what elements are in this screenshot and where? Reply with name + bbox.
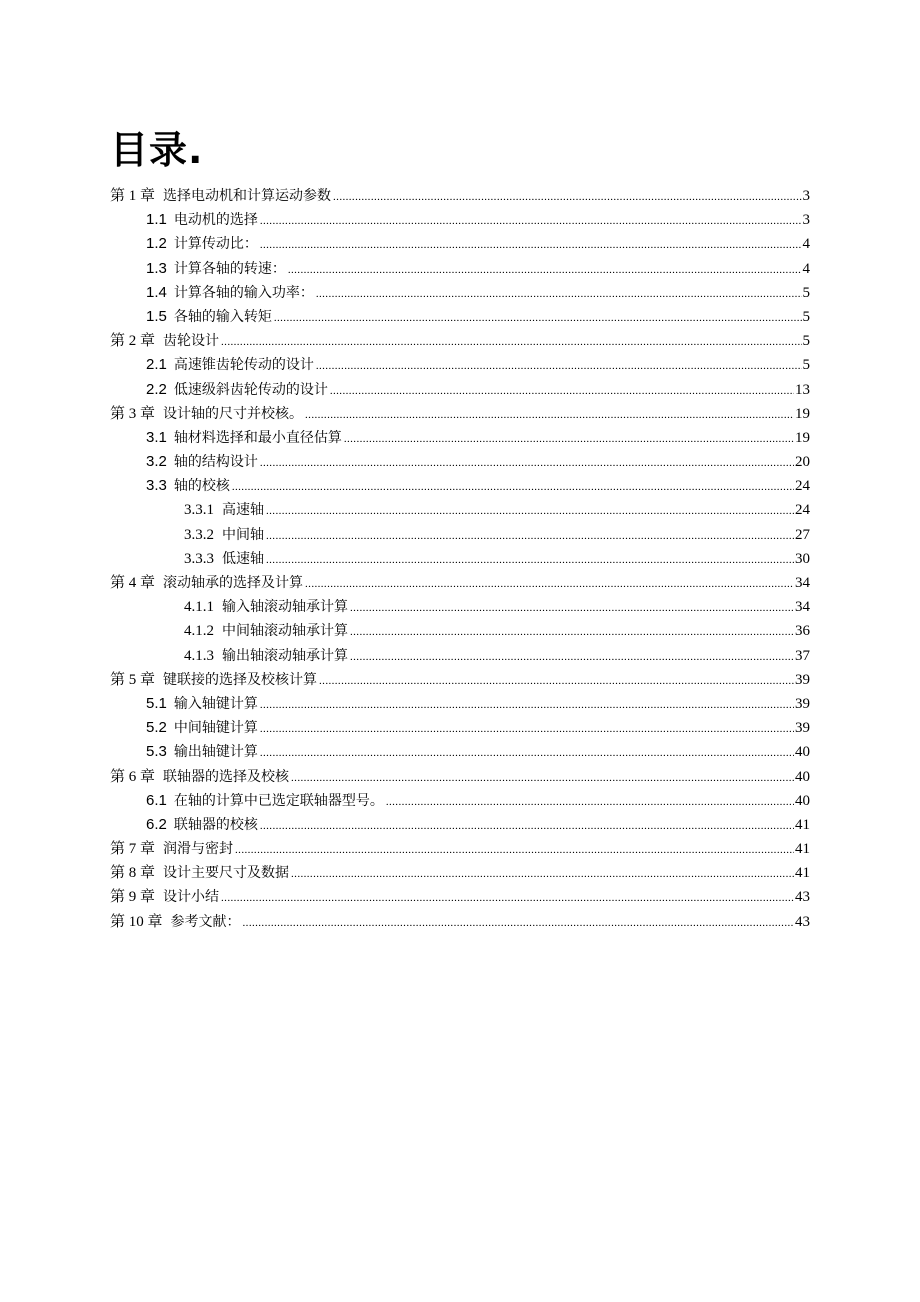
toc-entry[interactable]: [110, 789, 810, 813]
toc-entry-title: 输入轴滚动轴承计算: [222, 599, 348, 616]
toc-entry-page: 27: [795, 526, 810, 543]
toc-entry[interactable]: [110, 208, 810, 232]
toc-entry[interactable]: [110, 740, 810, 764]
toc-entry[interactable]: [110, 547, 810, 571]
toc-entry-title: 设计主要尺寸及数据: [163, 865, 290, 882]
toc-entry[interactable]: [110, 571, 810, 595]
toc-entry-page: 19: [795, 429, 810, 446]
toc-dot-leader: [319, 669, 794, 693]
toc-entry-number: 3.3.1: [184, 502, 214, 519]
toc-entry-title: 中间轴键计算: [173, 720, 258, 737]
toc-entry-number: 1.1: [146, 211, 167, 229]
toc-entry-page: 34: [795, 575, 810, 591]
toc-list: [110, 184, 810, 934]
toc-entry[interactable]: [110, 329, 810, 353]
toc-entry-number: 2.1: [146, 356, 167, 374]
toc-entry-page: 34: [795, 599, 810, 616]
toc-dot-leader: [235, 838, 794, 862]
toc-dot-leader: [288, 258, 802, 282]
toc-entry-number: 6.1: [146, 791, 167, 809]
toc-entry-page: 5: [802, 308, 810, 325]
toc-dot-leader: [260, 209, 802, 233]
toc-dot-leader: [260, 814, 794, 838]
toc-entry-title: 轴的结构设计: [173, 454, 258, 471]
toc-dot-leader: [330, 379, 794, 403]
toc-entry-title: 低速级斜齿轮传动的设计: [173, 381, 328, 398]
toc-entry[interactable]: [110, 257, 810, 281]
toc-entry-page: 5: [802, 284, 810, 301]
toc-entry[interactable]: [110, 644, 810, 668]
toc-entry-number: 第 2 章: [110, 333, 156, 350]
toc-entry-title: 电动机的选择: [173, 212, 258, 229]
toc-dot-leader: [260, 233, 802, 257]
toc-entry-page: 5: [802, 333, 810, 350]
toc-entry-title: 齿轮设计: [163, 333, 220, 350]
toc-entry-number: 1.2: [146, 235, 167, 253]
toc-entry-title: 润滑与密封: [163, 841, 234, 858]
toc-dot-leader: [260, 741, 794, 765]
toc-dot-leader: [260, 717, 794, 741]
toc-entry-page: 41: [795, 865, 810, 882]
toc-entry-page: 24: [795, 478, 810, 495]
toc-entry-number: 第 8 章: [110, 865, 156, 882]
toc-entry-number: 5.2: [146, 719, 167, 737]
toc-entry-page: 13: [795, 381, 810, 398]
toc-entry-number: 第 4 章: [110, 575, 156, 591]
toc-entry[interactable]: [110, 692, 810, 716]
toc-dot-leader: [350, 620, 794, 644]
toc-entry-number: 第 3 章: [110, 405, 156, 422]
toc-entry[interactable]: [110, 426, 810, 450]
toc-dot-leader: [291, 862, 794, 886]
toc-dot-leader: [305, 572, 794, 596]
toc-entry-number: 5.1: [146, 694, 167, 712]
toc-entry-page: 39: [795, 671, 810, 688]
toc-entry-page: 4: [802, 260, 810, 277]
toc-entry-page: 19: [795, 405, 810, 422]
toc-entry-number: 3.3.2: [184, 526, 214, 543]
toc-entry-title: 中间轴滚动轴承计算: [222, 623, 348, 640]
toc-entry-title: 计算各轴的输入功率：: [173, 284, 314, 301]
toc-title: 目录.: [110, 128, 204, 172]
toc-entry-page: 39: [795, 720, 810, 737]
toc-entry[interactable]: [110, 184, 810, 208]
toc-entry-number: 1.3: [146, 259, 167, 277]
toc-entry[interactable]: [110, 305, 810, 329]
toc-entry-number: 3.3.3: [184, 550, 214, 567]
toc-entry-number: 3.3: [146, 477, 167, 495]
toc-entry[interactable]: [110, 765, 810, 789]
toc-dot-leader: [350, 645, 794, 669]
toc-entry[interactable]: [110, 281, 810, 305]
toc-dot-leader: [316, 282, 802, 306]
toc-entry[interactable]: [110, 619, 810, 643]
toc-entry-number: 第 10 章: [110, 913, 163, 930]
toc-entry-number: 第 5 章: [110, 671, 156, 688]
toc-entry-page: 30: [795, 550, 810, 567]
toc-entry-title: 低速轴: [222, 550, 264, 567]
toc-entry-number: 6.2: [146, 815, 167, 833]
toc-entry[interactable]: [110, 716, 810, 740]
toc-dot-leader: [350, 596, 794, 620]
toc-entry-title: 高速轴: [222, 502, 264, 519]
toc-entry-number: 5.3: [146, 743, 167, 761]
toc-entry-title: 在轴的计算中已选定联轴器型号。: [173, 792, 384, 809]
toc-entry[interactable]: [110, 523, 810, 547]
toc-entry-number: 2.2: [146, 380, 167, 398]
toc-dot-leader: [305, 403, 794, 427]
toc-dot-leader: [221, 886, 794, 910]
toc-dot-leader: [386, 790, 794, 814]
toc-dot-leader: [221, 330, 801, 354]
toc-entry-page: 40: [795, 792, 810, 809]
toc-dot-leader: [266, 499, 794, 523]
toc-entry-title: 设计小结: [163, 889, 220, 906]
toc-entry-page: 41: [795, 816, 810, 833]
toc-entry-title: 参考文献：: [170, 913, 241, 930]
toc-entry[interactable]: [110, 498, 810, 522]
toc-entry[interactable]: [110, 861, 810, 885]
toc-dot-leader: [243, 911, 794, 935]
toc-entry[interactable]: [110, 353, 810, 377]
toc-entry-number: 1.4: [146, 283, 167, 301]
toc-entry[interactable]: [110, 595, 810, 619]
toc-entry[interactable]: [110, 910, 810, 934]
toc-entry-page: 43: [795, 913, 810, 930]
toc-entry-page: 20: [795, 454, 810, 471]
toc-entry-number: 3.2: [146, 453, 167, 471]
toc-entry-title: 滚动轴承的选择及计算: [163, 575, 304, 591]
toc-dot-leader: [344, 427, 794, 451]
toc-entry-page: 37: [795, 647, 810, 664]
toc-dot-leader: [232, 475, 794, 499]
toc-entry[interactable]: [110, 668, 810, 692]
toc-entry-number: 第 7 章: [110, 841, 156, 858]
toc-entry-number: 第 1 章: [110, 188, 156, 204]
toc-dot-leader: [316, 354, 802, 378]
toc-entry[interactable]: [110, 474, 810, 498]
toc-entry-title: 中间轴: [222, 526, 264, 543]
toc-entry-page: 40: [795, 744, 810, 761]
toc-entry-page: 39: [795, 695, 810, 712]
toc-entry-number: 3.1: [146, 428, 167, 446]
toc-dot-leader: [266, 548, 794, 572]
toc-dot-leader: [333, 185, 801, 209]
toc-dot-leader: [291, 766, 794, 790]
toc-entry-page: 41: [795, 841, 810, 858]
toc-entry-title: 输入轴键计算: [173, 695, 258, 712]
toc-dot-leader: [260, 693, 794, 717]
toc-entry-title: 各轴的输入转矩: [173, 308, 272, 325]
toc-dot-leader: [274, 306, 802, 330]
toc-entry-page: 24: [795, 502, 810, 519]
toc-dot-leader: [266, 524, 794, 548]
toc-entry-title: 键联接的选择及校核计算: [163, 671, 318, 688]
toc-entry-title: 联轴器的校核: [173, 816, 258, 833]
toc-entry-title: 轴的校核: [173, 478, 230, 495]
toc-entry-title: 选择电动机和计算运动参数: [163, 188, 332, 204]
toc-entry-number: 4.1.2: [184, 623, 214, 640]
toc-entry[interactable]: [110, 378, 810, 402]
toc-entry-title: 输出轴滚动轴承计算: [222, 647, 348, 664]
toc-entry-title: 计算各轴的转速：: [173, 260, 286, 277]
toc-entry-number: 4.1.1: [184, 599, 214, 616]
toc-entry-title: 轴材料选择和最小直径估算: [173, 429, 342, 446]
toc-entry-page: 40: [795, 768, 810, 785]
toc-entry-title: 高速锥齿轮传动的设计: [173, 357, 314, 374]
toc-entry-page: 36: [795, 623, 810, 640]
toc-entry[interactable]: [110, 402, 810, 426]
toc-entry-number: 1.5: [146, 307, 167, 325]
toc-entry[interactable]: [110, 813, 810, 837]
toc-entry-number: 4.1.3: [184, 647, 214, 664]
toc-dot-leader: [260, 451, 794, 475]
toc-entry-page: 4: [802, 236, 810, 253]
toc-entry-title: 联轴器的选择及校核: [163, 768, 290, 785]
toc-entry-title: 计算传动比：: [173, 236, 258, 253]
toc-entry-title: 设计轴的尺寸并校核。: [163, 405, 304, 422]
toc-entry-title: 输出轴键计算: [173, 744, 258, 761]
toc-entry[interactable]: [110, 837, 810, 861]
toc-entry-page: 3: [802, 188, 810, 204]
toc-entry-page: 43: [795, 889, 810, 906]
toc-entry[interactable]: [110, 232, 810, 256]
toc-entry[interactable]: [110, 885, 810, 909]
toc-entry[interactable]: [110, 450, 810, 474]
toc-entry-number: 第 6 章: [110, 768, 156, 785]
toc-entry-number: 第 9 章: [110, 889, 156, 906]
toc-entry-page: 3: [802, 212, 810, 229]
toc-entry-page: 5: [802, 357, 810, 374]
